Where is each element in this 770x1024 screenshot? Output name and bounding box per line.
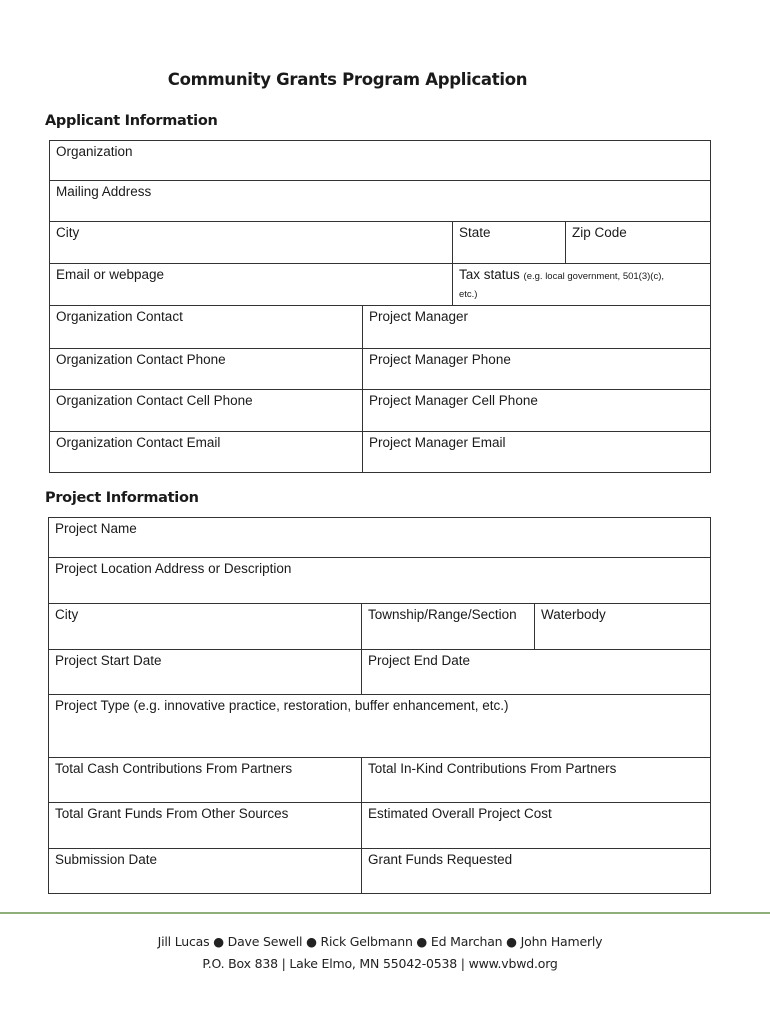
trs-field[interactable]: [362, 604, 535, 650]
pm-phone-label: Project Manager Phone: [369, 352, 511, 367]
overall-cost-label: Estimated Overall Project Cost: [368, 806, 552, 821]
footer-divider: [0, 912, 770, 914]
organization-field[interactable]: [50, 141, 711, 181]
project-city-field[interactable]: [49, 604, 362, 650]
overall-cost-field[interactable]: [362, 803, 711, 849]
waterbody-label: Waterbody: [541, 607, 606, 622]
org-contact-cell-field[interactable]: [50, 390, 363, 432]
state-field[interactable]: [453, 222, 566, 264]
page-title: Community Grants Program Application: [167, 70, 528, 89]
pm-cell-label: Project Manager Cell Phone: [369, 393, 538, 408]
start-date-field[interactable]: [49, 650, 362, 695]
pm-cell-field[interactable]: [363, 390, 711, 432]
pm-email-label: Project Manager Email: [369, 435, 506, 450]
email-label: Email or webpage: [56, 267, 165, 282]
pm-phone-field[interactable]: [363, 349, 711, 390]
funds-requested-field[interactable]: [362, 849, 711, 894]
cash-contrib-label: Total Cash Contributions From Partners: [55, 761, 293, 776]
project-name-field[interactable]: [49, 518, 711, 558]
project-location-field[interactable]: [49, 558, 711, 604]
footer-address: P.O. Box 838 | Lake Elmo, MN 55042-0538 | www.vbwd.org: [202, 956, 558, 971]
submission-date-field[interactable]: [49, 849, 362, 894]
tax-status-label: Tax status: [459, 267, 520, 282]
start-date-label: Project Start Date: [55, 653, 162, 668]
trs-label: Township/Range/Section: [368, 607, 517, 622]
city-field[interactable]: [50, 222, 453, 264]
tax-status-note: (e.g. local government, 501(3)(c),: [523, 271, 664, 282]
org-contact-label: Organization Contact: [56, 309, 183, 324]
project-manager-field[interactable]: [363, 306, 711, 349]
mailing-address-label: Mailing Address: [56, 184, 152, 199]
org-contact-field[interactable]: [50, 306, 363, 349]
project-manager-label: Project Manager: [369, 309, 469, 324]
funds-requested-label: Grant Funds Requested: [368, 852, 513, 867]
submission-date-label: Submission Date: [55, 852, 158, 867]
project-location-label: Project Location Address or Description: [55, 561, 292, 576]
inkind-contrib-field[interactable]: [362, 758, 711, 803]
org-contact-email-label: Organization Contact Email: [56, 435, 221, 450]
cash-contrib-field[interactable]: [49, 758, 362, 803]
end-date-label: Project End Date: [368, 653, 471, 668]
org-contact-email-field[interactable]: [50, 432, 363, 473]
project-info-table: [48, 517, 711, 894]
applicant-info-table: [49, 140, 711, 473]
state-label: State: [459, 225, 491, 240]
waterbody-field[interactable]: [535, 604, 711, 650]
applicant-section-heading: Applicant Information: [45, 113, 218, 129]
inkind-contrib-label: Total In-Kind Contributions From Partners: [368, 761, 617, 776]
end-date-field[interactable]: [362, 650, 711, 695]
project-section-heading: Project Information: [45, 490, 199, 506]
organization-label: Organization: [56, 144, 133, 159]
project-type-label: Project Type (e.g. innovative practice, restoration, buffer enhancement, etc.): [55, 698, 509, 713]
org-contact-phone-field[interactable]: [50, 349, 363, 390]
other-funds-field[interactable]: [49, 803, 362, 849]
org-contact-phone-label: Organization Contact Phone: [56, 352, 226, 367]
email-field[interactable]: [50, 264, 453, 306]
project-city-label: City: [55, 607, 79, 622]
project-type-field[interactable]: [49, 695, 711, 758]
tax-status-field[interactable]: [453, 264, 711, 306]
zip-field[interactable]: [566, 222, 711, 264]
footer-names: Jill Lucas ● Dave Sewell ● Rick Gelbmann ● Ed Marchan ● John Hamerly: [157, 934, 603, 949]
other-funds-label: Total Grant Funds From Other Sources: [55, 806, 289, 821]
zip-label: Zip Code: [572, 225, 627, 240]
city-label: City: [56, 225, 80, 240]
pm-email-field[interactable]: [363, 432, 711, 473]
mailing-address-field[interactable]: [50, 181, 711, 222]
tax-status-note-cont: etc.): [459, 289, 478, 300]
project-name-label: Project Name: [55, 521, 137, 536]
org-contact-cell-label: Organization Contact Cell Phone: [56, 393, 253, 408]
